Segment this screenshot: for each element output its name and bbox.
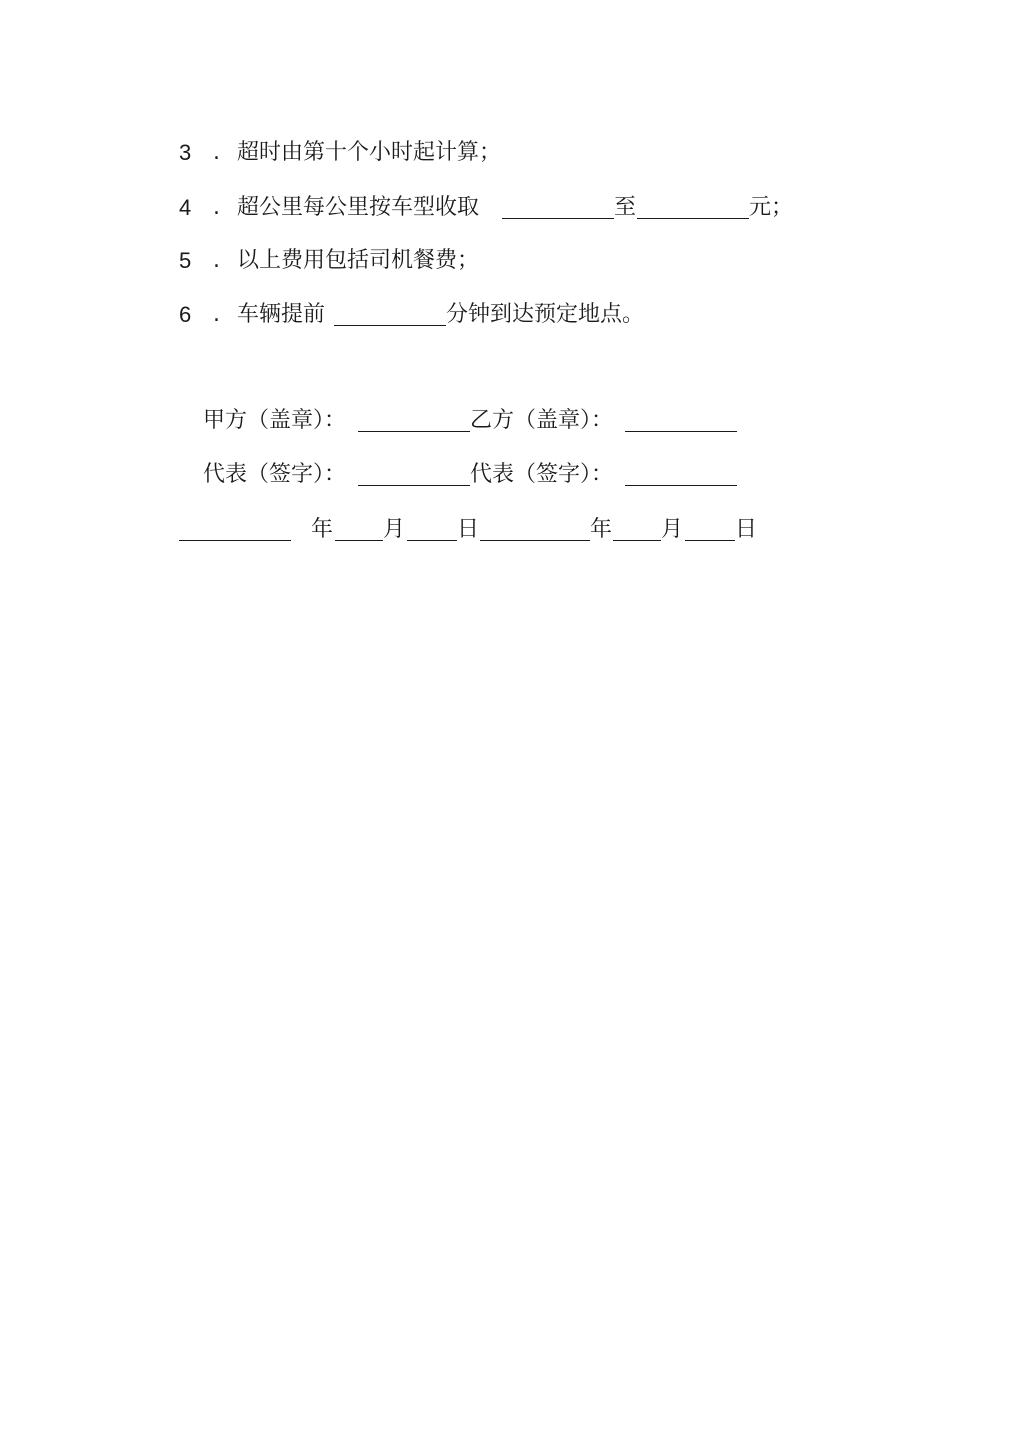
party-a-seal-field[interactable] xyxy=(358,405,470,432)
date-a-day-label: 日 xyxy=(457,517,480,542)
item-dot: . xyxy=(213,195,220,220)
blank-field-max-rate[interactable] xyxy=(637,192,749,219)
blank-field-minutes[interactable] xyxy=(334,299,446,326)
date-a-year-field[interactable] xyxy=(179,514,291,541)
rep-b-sign-label: 代表（签字）： xyxy=(470,462,614,487)
party-a-seal-label: 甲方（盖章）： xyxy=(203,408,347,433)
date-a-month-field[interactable] xyxy=(335,514,383,541)
rep-a-sign-field[interactable] xyxy=(358,459,470,486)
item-text: 车辆提前 xyxy=(237,302,326,327)
date-a-day-field[interactable] xyxy=(407,514,457,541)
item-text-tail: 分钟到达预定地点。 xyxy=(446,302,645,327)
date-a-year-label: 年 xyxy=(311,517,334,542)
rep-a-sign-label: 代表（签字）： xyxy=(203,462,347,487)
item-text-yuan: 元； xyxy=(749,195,794,220)
date-b-month-label: 月 xyxy=(661,517,684,542)
party-b-seal-label: 乙方（盖章）： xyxy=(470,408,614,433)
date-a-month-label: 月 xyxy=(383,517,406,542)
item-dot: . xyxy=(213,140,220,165)
item-text-to: 至 xyxy=(614,195,637,220)
rep-b-sign-field[interactable] xyxy=(625,459,737,486)
item-number: 3 xyxy=(179,140,192,165)
party-b-seal-field[interactable] xyxy=(625,405,737,432)
date-b-year-label: 年 xyxy=(590,517,613,542)
blank-field-min-rate[interactable] xyxy=(502,192,614,219)
item-text: 超时由第十个小时起计算； xyxy=(237,140,502,165)
item-number: 5 xyxy=(179,248,192,273)
date-b-year-field[interactable] xyxy=(480,514,590,541)
item-text: 以上费用包括司机餐费； xyxy=(237,248,480,273)
date-b-month-field[interactable] xyxy=(613,514,661,541)
item-dot: . xyxy=(213,302,220,327)
item-number: 4 xyxy=(179,195,192,220)
item-text: 超公里每公里按车型收取 xyxy=(237,195,480,220)
date-b-day-label: 日 xyxy=(735,517,758,542)
item-dot: . xyxy=(213,248,220,273)
item-number: 6 xyxy=(179,302,192,327)
date-b-day-field[interactable] xyxy=(685,514,735,541)
